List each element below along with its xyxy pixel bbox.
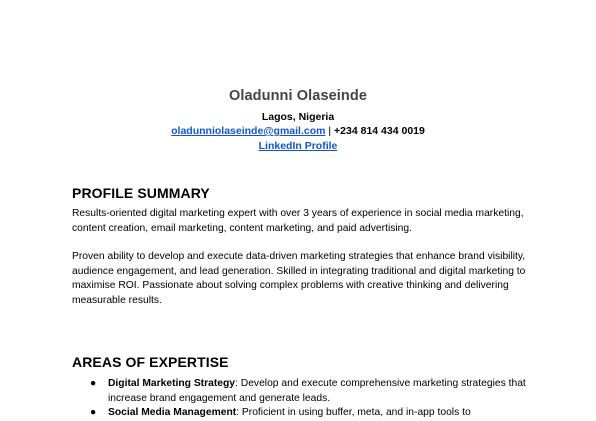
linkedin-line	[0, 140, 596, 152]
contact-line	[0, 125, 596, 137]
bullet-icon: ●	[90, 407, 97, 418]
bullet-icon: ●	[90, 378, 97, 389]
phone-number: +234 814 434 0019	[334, 125, 425, 137]
email-link[interactable]: oladunniolaseinde@gmail.com	[171, 125, 326, 137]
linkedin-link[interactable]: LinkedIn Profile	[258, 140, 338, 152]
areas-of-expertise-heading: AREAS OF EXPERTISE	[72, 354, 229, 370]
profile-summary-paragraph-2: Proven ability to develop and execute data-driven marketing strategies that enhance brand visibility, audience engagement, and lead generation. Skilled in integrating traditional and digital marketing to maximise ROI. Passionate about solving complex problems with creative thinking and delivering measurable results.	[72, 251, 526, 306]
expertise-title: Digital Marketing Strategy	[108, 378, 236, 389]
candidate-location: Lagos, Nigeria	[261, 111, 335, 123]
contact-separator: |	[325, 125, 335, 137]
list-item	[72, 406, 532, 421]
profile-summary-paragraph-1: Results-oriented digital marketing expert with over 3 years of experience in social media marketing, content creation, email marketing, content marketing, and paid advertising.	[72, 208, 524, 234]
candidate-name: Oladunni Olaseinde	[229, 88, 367, 104]
expertise-text: : Develop and execute comprehensive marketing strategies that increase brand engagement and generate leads.	[108, 378, 526, 404]
expertise-list	[72, 377, 532, 421]
list-item	[72, 377, 532, 406]
expertise-text: : Proficient in using buffer, meta, and in-app tools to	[236, 407, 471, 418]
expertise-title: Social Media Management	[108, 407, 237, 418]
profile-summary-heading: PROFILE SUMMARY	[72, 185, 210, 201]
